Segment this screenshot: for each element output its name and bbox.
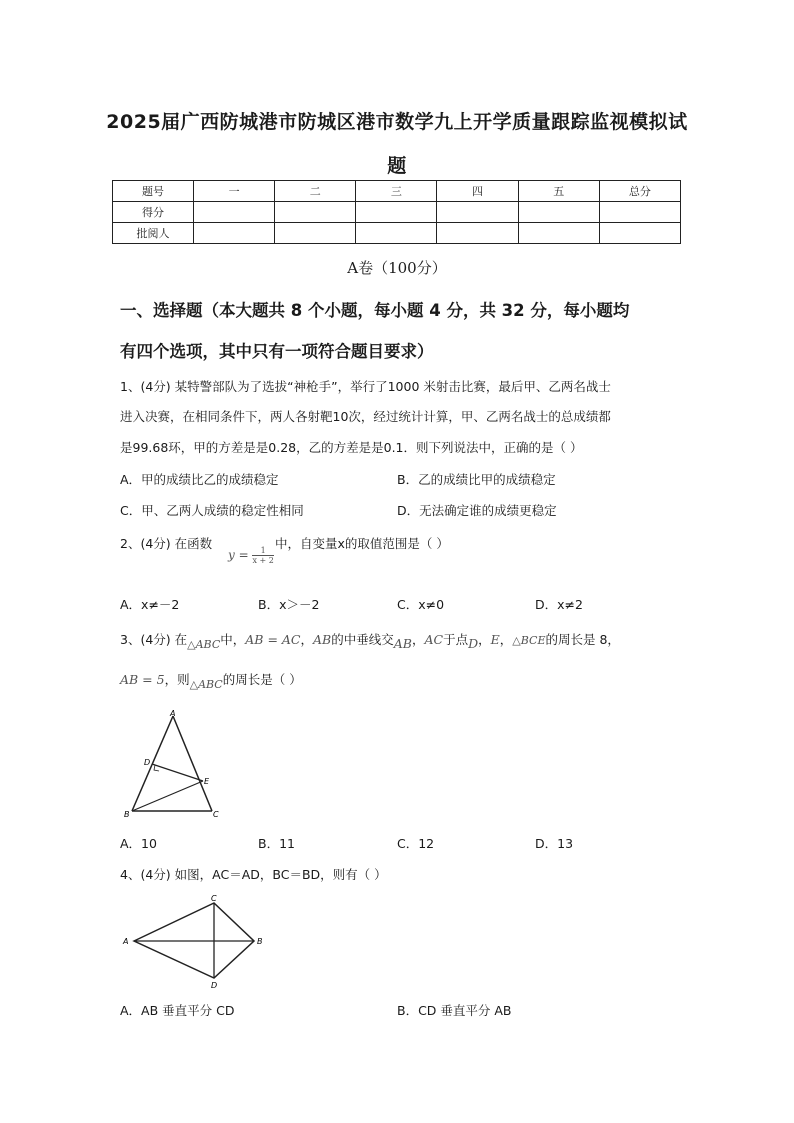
question-4-option-a: A．AB 垂直平分 CD: [120, 1003, 235, 1018]
table-header-cell: 四: [437, 181, 518, 202]
q3-math: AB: [393, 636, 412, 651]
section-heading-line1: 一、选择题（本大题共 8 个小题，每小题 4 分，共 32 分，每小题均: [120, 301, 630, 320]
question-2-option-b: B．x＞－2: [258, 597, 320, 612]
table-header-cell: 二: [275, 181, 356, 202]
question-2-option-d: D．x≠2: [535, 597, 583, 612]
q3-text: 3、(4分) 在: [120, 632, 188, 647]
vertex-label-d: D: [211, 981, 218, 990]
table-header-cell: 一: [194, 181, 275, 202]
q3-math: AB = 5: [120, 672, 165, 687]
q3-text: ，: [300, 632, 314, 647]
question-3-option-b: B．11: [258, 836, 295, 851]
q3-text: ，: [499, 632, 513, 647]
q3-text: 的中垂线交: [331, 632, 394, 647]
q3-text: 中，: [220, 632, 246, 647]
question-3-option-c: C．12: [397, 836, 435, 851]
vertex-label-a: A: [170, 709, 176, 718]
table-header-cell: 总分: [599, 181, 680, 202]
question-3-line1: [120, 630, 620, 651]
table-cell: [437, 223, 518, 244]
question-2-option-c: C．x≠0: [397, 597, 445, 612]
q3-text: 于点: [443, 632, 469, 647]
vertex-label-e: E: [204, 777, 210, 786]
vertex-label-a: A: [123, 937, 129, 946]
triangle-abc-figure: [118, 708, 228, 820]
q3-math: AB = AC: [245, 632, 301, 647]
question-1-option-c: C．甲、乙两人成绩的稳定性相同: [120, 503, 304, 518]
table-cell: [356, 223, 437, 244]
q3-math: D: [468, 636, 479, 651]
question-1-option-d: D．无法确定谁的成绩更稳定: [397, 503, 557, 518]
question-2-suffix: 中，自变量x的取值范围是（ ）: [275, 536, 449, 551]
vertex-label-c: C: [213, 810, 219, 819]
question-2-function: [228, 546, 274, 565]
q3-text: 的周长是（ ）: [222, 672, 302, 687]
vertex-label-c: C: [211, 894, 217, 903]
q3-math: E: [490, 632, 500, 647]
vertex-label-d: D: [144, 758, 151, 767]
table-row-label: 批阅人: [113, 223, 194, 244]
table-header-cell: 五: [518, 181, 599, 202]
question-3-option-d: D．13: [535, 836, 574, 851]
question-3-line2: [120, 670, 302, 691]
question-1-line2: 进入决赛，在相同条件下，两人各射靶10次，经过统计计算，甲、乙两名战士的总成绩都: [120, 409, 611, 424]
q3-text: ，则: [164, 672, 190, 687]
vertex-label-b: B: [124, 810, 130, 819]
question-3-option-a: A．10: [120, 836, 157, 851]
table-cell: [194, 202, 275, 223]
q3-math: AC: [424, 632, 444, 647]
table-cell: [275, 202, 356, 223]
function-y: y =: [228, 548, 249, 562]
page-title-line1: 2025届广西防城港市防城区港市数学九上开学质量跟踪监视模拟试: [106, 111, 688, 133]
q3-text: ，: [411, 632, 425, 647]
page-title-line2: 题: [387, 155, 407, 177]
table-cell: [275, 223, 356, 244]
question-4-option-b: B．CD 垂直平分 AB: [397, 1003, 512, 1018]
exam-part-subtitle: A卷（100分）: [347, 259, 447, 277]
fraction-denominator: x + 2: [252, 556, 274, 565]
q3-math: △BCE: [512, 634, 546, 647]
table-cell: [518, 202, 599, 223]
section-heading-line2: 有四个选项，其中只有一项符合题目要求）: [120, 342, 434, 361]
question-1-line3: 是99.68环，甲的方差是是0.28，乙的方差是是0.1．则下列说法中，正确的是（ ）: [120, 440, 583, 455]
q3-math: △ABC: [187, 638, 221, 651]
table-cell: [356, 202, 437, 223]
q3-math: AB: [313, 632, 332, 647]
kite-figure: [118, 893, 268, 993]
table-cell: [437, 202, 518, 223]
question-1-line1: 1、(4分) 某特警部队为了选拔“神枪手”，举行了1000 米射击比赛，最后甲、乙两名战士: [120, 379, 611, 394]
question-1-option-a: A．甲的成绩比乙的成绩稳定: [120, 472, 279, 487]
table-row: [113, 181, 681, 202]
segment-ac: [173, 716, 212, 811]
q3-text: ，: [478, 632, 491, 647]
table-row: [113, 223, 681, 244]
table-cell: [599, 202, 680, 223]
table-row-label: 得分: [113, 202, 194, 223]
table-cell: [194, 223, 275, 244]
score-table: [112, 180, 681, 244]
question-4-text: 4、(4分) 如图，AC＝AD，BC＝BD，则有（ ）: [120, 867, 387, 882]
q3-math: △ABC: [189, 678, 223, 691]
q3-text: 的周长是 8，: [545, 632, 620, 647]
table-header-cell: 三: [356, 181, 437, 202]
table-cell: [599, 223, 680, 244]
question-2-prefix: 2、(4分) 在函数: [120, 536, 213, 551]
segment-de: [152, 764, 203, 781]
table-cell: [518, 223, 599, 244]
fraction-numerator: 1: [252, 546, 273, 556]
table-row: [113, 202, 681, 223]
question-2-option-a: A．x≠－2: [120, 597, 180, 612]
table-header-cell: 题号: [113, 181, 194, 202]
vertex-label-b: B: [257, 937, 263, 946]
function-fraction: [252, 546, 273, 565]
question-1-option-b: B．乙的成绩比甲的成绩稳定: [397, 472, 556, 487]
